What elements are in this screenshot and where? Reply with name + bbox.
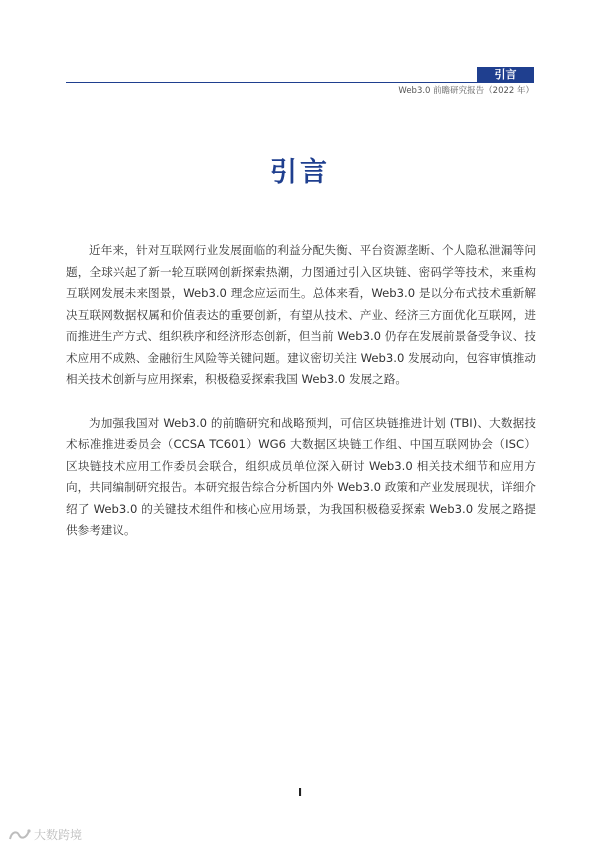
header-report-title: Web3.0 前瞻研究报告（2022 年） [398, 86, 534, 96]
page-title: 引言 [270, 157, 330, 188]
watermark [8, 826, 82, 843]
body-text [66, 240, 536, 542]
header-section-tab: 引言 [477, 67, 534, 83]
header-divider [66, 82, 534, 83]
brand-logo-icon [8, 828, 32, 842]
watermark-text: 大数跨境 [34, 828, 83, 842]
paragraph-1: 近年来，针对互联网行业发展面临的利益分配失衡、平台资源垄断、个人隐私泄漏等问题，全球兴起了新一轮互联网创新探索热潮，力图通过引入区块链、密码学等技术，来重构互联网发展未来图景，Web3.0 理念应运而生。总体来看，Web3.0 是以分布式技术重新解决互联网数据权属和价值表达的重要创新，有望从技术、产业、经济三方面优化互联网，进而推进生产方式、组织秩序和经济形态创新，但当前 Web3.0 仍存在发展前景备受争议、技术应用不成熟、金融衍生风险等关键问题。建议密切关注 Web3.0 发展动向，包容审慎推动相关技术创新与应用探索，积极稳妥探索我国 Web3.0 发展之路。 [66, 243, 536, 386]
page-number: I [297, 786, 303, 799]
paragraph-2: 为加强我国对 Web3.0 的前瞻研究和战略预判，可信区块链推进计划 (TBI)、大数据技术标准推进委员会（CCSA TC601）WG6 大数据区块链工作组、中国互联网协会（ISC）区块链技术应用工作委员会联合，组织成员单位深入研讨 Web3.0 相关技术细节和应用方向，共同编制研究报告。本研究报告综合分析国内外 Web3.0 政策和产业发展现状，详细介绍了 Web3.0 的关键技术组件和核心应用场景，为我国积极稳妥探索 Web3.0 发展之路提供参考建议。 [66, 415, 536, 537]
